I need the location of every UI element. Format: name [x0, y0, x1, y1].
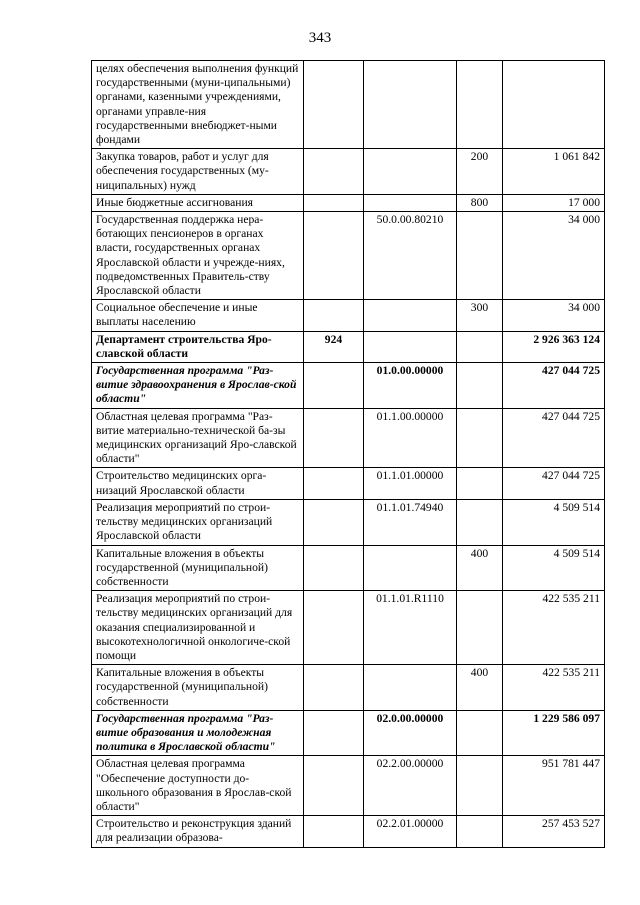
row-dept	[304, 756, 364, 816]
row-amount: 257 453 527	[503, 816, 605, 847]
row-type: 400	[457, 545, 503, 591]
row-name: целях обеспечения выполнения функций государственными (муни-ципальными) органами, казенными учреждениями, органами управле-ния государственными внебюджет-ными фондами	[92, 61, 304, 149]
row-dept: 924	[304, 331, 364, 362]
row-dept	[304, 149, 364, 195]
row-dept	[304, 499, 364, 545]
row-amount: 951 781 447	[503, 756, 605, 816]
row-code: 01.1.01.R1110	[364, 591, 457, 665]
row-name: Государственная программа "Раз-витие здравоохранения в Ярослав-ской области"	[92, 363, 304, 409]
row-dept	[304, 363, 364, 409]
row-name: Областная целевая программа "Раз-витие материально-технической ба-зы медицинских организаций Яро-славской области"	[92, 408, 304, 468]
table-row-department	[92, 331, 605, 362]
row-amount: 17 000	[503, 194, 605, 211]
row-amount: 422 535 211	[503, 591, 605, 665]
row-code	[364, 61, 457, 149]
row-type	[457, 499, 503, 545]
table-row	[92, 149, 605, 195]
row-type	[457, 408, 503, 468]
table-row	[92, 408, 605, 468]
row-name: Государственная программа "Раз-витие образования и молодежная политика в Ярославской области"	[92, 710, 304, 756]
row-name: Департамент строительства Яро-славской области	[92, 331, 304, 362]
table-row-program	[92, 363, 605, 409]
row-type	[457, 710, 503, 756]
table-row	[92, 756, 605, 816]
row-dept	[304, 300, 364, 331]
row-dept	[304, 545, 364, 591]
row-type: 400	[457, 665, 503, 711]
row-name: Реализация мероприятий по строи-тельству медицинских организаций Ярославской области	[92, 499, 304, 545]
row-type: 200	[457, 149, 503, 195]
row-dept	[304, 61, 364, 149]
budget-table	[91, 60, 605, 848]
row-amount: 1 061 842	[503, 149, 605, 195]
row-name: Социальное обеспечение и иные выплаты населению	[92, 300, 304, 331]
table-row	[92, 468, 605, 499]
row-type	[457, 756, 503, 816]
row-type	[457, 816, 503, 847]
row-code: 01.1.00.00000	[364, 408, 457, 468]
row-type: 800	[457, 194, 503, 211]
row-amount: 427 044 725	[503, 363, 605, 409]
row-amount: 422 535 211	[503, 665, 605, 711]
row-dept	[304, 194, 364, 211]
row-name: Иные бюджетные ассигнования	[92, 194, 304, 211]
row-dept	[304, 591, 364, 665]
row-code: 02.0.00.00000	[364, 710, 457, 756]
row-dept	[304, 710, 364, 756]
row-code	[364, 545, 457, 591]
row-type	[457, 363, 503, 409]
table-row	[92, 300, 605, 331]
table-row	[92, 61, 605, 149]
row-dept	[304, 212, 364, 300]
row-amount: 427 044 725	[503, 468, 605, 499]
row-amount: 4 509 514	[503, 499, 605, 545]
table-row	[92, 545, 605, 591]
row-code: 02.2.00.00000	[364, 756, 457, 816]
row-code	[364, 194, 457, 211]
row-name: Реализация мероприятий по строи-тельству медицинских организаций для оказания специализированной и высокотехнологичной онкологиче-ской помощи	[92, 591, 304, 665]
row-dept	[304, 468, 364, 499]
table-row	[92, 499, 605, 545]
table-row	[92, 591, 605, 665]
row-code	[364, 149, 457, 195]
row-amount: 427 044 725	[503, 408, 605, 468]
table-row	[92, 665, 605, 711]
row-name: Областная целевая программа "Обеспечение доступности до-школьного образования в Ярослав-ской области"	[92, 756, 304, 816]
table-row	[92, 816, 605, 847]
row-dept	[304, 816, 364, 847]
row-code: 50.0.00.80210	[364, 212, 457, 300]
table-row-program	[92, 710, 605, 756]
row-type	[457, 212, 503, 300]
row-type: 300	[457, 300, 503, 331]
row-name: Строительство и реконструкция зданий для реализации образова-	[92, 816, 304, 847]
row-amount	[503, 61, 605, 149]
row-code: 01.1.01.00000	[364, 468, 457, 499]
row-dept	[304, 408, 364, 468]
table-row	[92, 212, 605, 300]
row-code: 01.1.01.74940	[364, 499, 457, 545]
row-name: Государственная поддержка нера-ботающих пенсионеров в органах власти, государственных органах Ярославской области и учрежде-ниях, подведомственных Правитель-ству Ярославской области	[92, 212, 304, 300]
row-type	[457, 591, 503, 665]
row-amount: 34 000	[503, 212, 605, 300]
row-dept	[304, 665, 364, 711]
row-amount: 2 926 363 124	[503, 331, 605, 362]
row-name: Закупка товаров, работ и услуг для обеспечения государственных (му-ниципальных) нужд	[92, 149, 304, 195]
row-name: Капитальные вложения в объекты государственной (муниципальной) собственности	[92, 665, 304, 711]
row-code	[364, 665, 457, 711]
row-code: 01.0.00.00000	[364, 363, 457, 409]
row-type	[457, 61, 503, 149]
row-amount: 34 000	[503, 300, 605, 331]
page-number: 343	[308, 30, 332, 46]
row-name: Капитальные вложения в объекты государственной (муниципальной) собственности	[92, 545, 304, 591]
row-type	[457, 331, 503, 362]
table-row	[92, 194, 605, 211]
row-name: Строительство медицинских орга-низаций Ярославской области	[92, 468, 304, 499]
row-amount: 1 229 586 097	[503, 710, 605, 756]
row-code	[364, 331, 457, 362]
row-type	[457, 468, 503, 499]
row-code	[364, 300, 457, 331]
row-code: 02.2.01.00000	[364, 816, 457, 847]
row-amount: 4 509 514	[503, 545, 605, 591]
